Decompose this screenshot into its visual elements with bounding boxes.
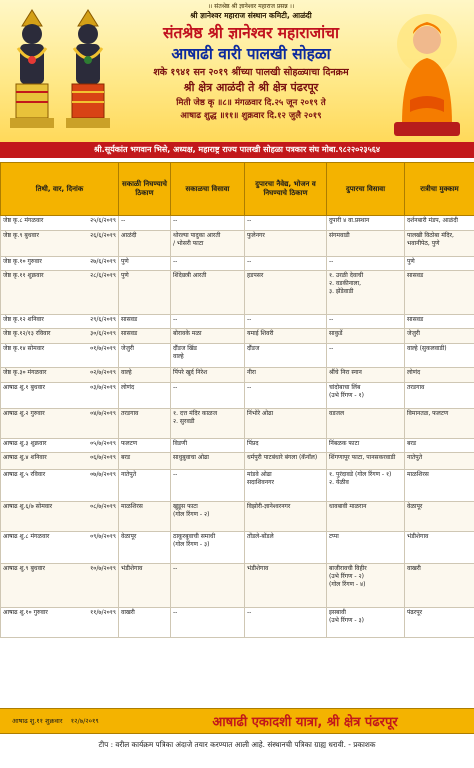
- night-halt-cell: बरड: [405, 439, 474, 453]
- afternoon-rest-cell: १. उरळी देवाची २. वडकीनाला, ३. झेंडेवाडी: [327, 271, 405, 315]
- date-cell: [1, 608, 119, 638]
- morning-rest-cell: शिंदेछत्री आरती: [171, 271, 245, 315]
- night-halt-cell: पुणे: [405, 257, 474, 271]
- calendar-date: ०२/७/२०१९: [90, 369, 116, 376]
- night-halt-cell: पंढरपूर: [405, 608, 474, 638]
- table-row: [1, 453, 474, 470]
- calendar-date: २६/६/२०१९: [90, 232, 116, 239]
- calendar-date: २७/६/२०१९: [90, 258, 116, 265]
- table-row: [1, 409, 474, 439]
- lunch-cell: दौंडज: [245, 344, 327, 368]
- calendar-date: २९/६/२०१९: [90, 316, 116, 323]
- morning-rest-cell: --: [171, 257, 245, 271]
- morning-rest-cell: दौंडज खिंड वाल्हे: [171, 344, 245, 368]
- morning-rest-cell: १. दत्त मंदिर काळज २. सुरवडी: [171, 409, 245, 439]
- tithi-day: आषाढ शु.४ शनिवार: [3, 454, 47, 461]
- lunch-cell: मांडवे ओढा सदाशिवनगर: [245, 470, 327, 502]
- vitthal-idol-icon: [6, 8, 58, 130]
- lunch-cell: --: [245, 608, 327, 638]
- table-row: [1, 608, 474, 638]
- morning-departure-cell: तरडगाव: [119, 409, 171, 439]
- column-header-date: तिथी, वार, दिनांक: [1, 163, 119, 216]
- tithi-day: जेष्ठ कृ.१२ शनिवार: [3, 316, 44, 323]
- press-association-banner: श्री.सूर्यकांत भगवान भिसे, अध्यक्ष, महाराष्ट्र राज्य पालखी सोहळा पत्रकार संघ मोबा.९८२२०२३५६४: [0, 142, 474, 158]
- date-cell: [1, 344, 119, 368]
- morning-departure-cell: भंडीशेगाव: [119, 564, 171, 608]
- column-header-afternoon-rest: दुपारचा विसावा: [327, 163, 405, 216]
- ekadashi-day: आषाढ शु.११ शुक्रवार: [12, 717, 63, 725]
- lunch-cell: विझोरी-ज्ञानेश्वरनगर: [245, 502, 327, 532]
- table-row: [1, 271, 474, 315]
- table-row: [1, 344, 474, 368]
- morning-departure-cell: नातेपुते: [119, 470, 171, 502]
- afternoon-rest-cell: --: [327, 315, 405, 329]
- table-row: [1, 315, 474, 329]
- lunch-cell: भंडीशेगाव: [245, 564, 327, 608]
- date-cell: [1, 564, 119, 608]
- night-halt-cell: सासवड: [405, 271, 474, 315]
- calendar-date: १०/७/२०१९: [90, 565, 116, 572]
- ekadashi-band: [0, 708, 474, 734]
- morning-departure-cell: पुणे: [119, 257, 171, 271]
- afternoon-rest-cell: वडजल: [327, 409, 405, 439]
- date-cell: [1, 470, 119, 502]
- lunch-cell: तोंडले-बोंडले: [245, 532, 327, 564]
- date-cell: [1, 453, 119, 470]
- morning-rest-cell: बोरावके मळा: [171, 329, 245, 344]
- morning-rest-cell: साधुबुवाचा ओढा: [171, 453, 245, 470]
- morning-rest-cell: --: [171, 608, 245, 638]
- ekadashi-date-value: १२/७/२०१९: [70, 717, 99, 725]
- afternoon-rest-cell: श्रींचे निरा स्नान: [327, 368, 405, 383]
- lunch-cell: --: [245, 383, 327, 409]
- morning-departure-cell: सासवड: [119, 315, 171, 329]
- night-halt-cell: तरडगाव: [405, 383, 474, 409]
- column-header-lunch: दुपारचा नैवेद्य, भोजन व निघण्याचे ठिकाण: [245, 163, 327, 216]
- night-halt-cell: लोणंद: [405, 368, 474, 383]
- lunch-cell: धर्मपुरी पाटबंधारे बंगला (कॅनॉल): [245, 453, 327, 470]
- tithi-day: आषाढ शु.१० गुरुवार: [3, 609, 48, 616]
- morning-departure-cell: --: [119, 216, 171, 231]
- table-row: [1, 502, 474, 532]
- morning-departure-cell: बरड: [119, 453, 171, 470]
- table-row: [1, 532, 474, 564]
- morning-rest-cell: --: [171, 470, 245, 502]
- rukmini-idol-icon: [62, 8, 114, 130]
- tithi-day: जेष्ठ कृ.१४ सोमवार: [3, 345, 45, 352]
- date-cell: [1, 409, 119, 439]
- afternoon-rest-cell: साकुर्डे: [327, 329, 405, 344]
- tithi-day: जेष्ठ कृ.१२/१३ रविवार: [3, 330, 51, 337]
- date-cell: [1, 257, 119, 271]
- invocation-line: ।। संतश्रेष्ठ श्री ज्ञानेश्वर महाराज प्रसन्न ।।: [207, 3, 295, 10]
- calendar-date: ०८/७/२०१९: [90, 503, 116, 510]
- column-header-night-halt: रात्रीचा मुक्काम: [405, 163, 474, 216]
- morning-rest-cell: --: [171, 216, 245, 231]
- calendar-date: २५/६/२०१९: [90, 217, 116, 224]
- date-cell: [1, 271, 119, 315]
- table-row: [1, 368, 474, 383]
- column-header-morning-departure: सकाळी निघण्याचे ठिकाण: [119, 163, 171, 216]
- table-row: [1, 231, 474, 257]
- night-halt-cell: माळशिरस: [405, 470, 474, 502]
- date-cell: [1, 216, 119, 231]
- morning-departure-cell: पुणे: [119, 271, 171, 315]
- tithi-day: आषाढ शु.६/७ सोमवार: [3, 503, 53, 510]
- afternoon-rest-cell: शिंगणापूर फाटा, पानसकरवाडी: [327, 453, 405, 470]
- night-halt-cell: पालखी विठोबा मंदिर, भवानीपेठ, पुणे: [405, 231, 474, 257]
- lunch-cell: नीरा: [245, 368, 327, 383]
- morning-departure-cell: वाखरी: [119, 608, 171, 638]
- lunch-cell: फुलेनगर: [245, 231, 327, 257]
- table-row: [1, 470, 474, 502]
- lunch-cell: --: [245, 315, 327, 329]
- afternoon-rest-cell: टप्पा: [327, 532, 405, 564]
- table-row: [1, 439, 474, 453]
- table-row: [1, 257, 474, 271]
- calendar-date: ०१/७/२०१९: [90, 345, 116, 352]
- morning-rest-cell: --: [171, 315, 245, 329]
- afternoon-rest-cell: १. पुरंदावडे (गोल रिंगण - १) २. येळीव: [327, 470, 405, 502]
- date-cell: [1, 315, 119, 329]
- date-cell: [1, 532, 119, 564]
- afternoon-rest-cell: इसबावी (उभे रिंगण - ३): [327, 608, 405, 638]
- calendar-date: ०३/७/२०१९: [90, 384, 116, 391]
- afternoon-rest-cell: निंबळक फाटा: [327, 439, 405, 453]
- tithi-day: आषाढ शु.१ बुधवार: [3, 384, 45, 391]
- afternoon-rest-cell: --: [327, 257, 405, 271]
- calendar-date: ०९/७/२०१९: [90, 533, 116, 540]
- tithi-day: आषाढ शु.२ गुरुवार: [3, 410, 45, 417]
- lunch-cell: हडपसर: [245, 271, 327, 315]
- date-cell: [1, 439, 119, 453]
- night-halt-cell: सासवड: [405, 315, 474, 329]
- morning-rest-cell: खुडूस फाटा (गोल रिंगण - २): [171, 502, 245, 532]
- tithi-day: जेष्ठ कृ.३० मंगळवार: [3, 369, 47, 376]
- date-cell: [1, 231, 119, 257]
- night-halt-cell: जेजुरी: [405, 329, 474, 344]
- night-halt-cell: नातेपुते: [405, 453, 474, 470]
- morning-rest-cell: ठाकूरबुवाची समाधी (गोल रिंगण - ३): [171, 532, 245, 564]
- title-line-1: संतश्रेष्ठ श्री ज्ञानेश्वर महाराजांचा: [163, 24, 339, 42]
- tithi-day: जेष्ठ कृ.११ शुक्रवार: [3, 272, 44, 279]
- calendar-date: ०५/७/२०१९: [90, 440, 116, 447]
- table-row: [1, 216, 474, 231]
- morning-departure-cell: आळंदी: [119, 231, 171, 257]
- night-halt-cell: भंडीशेगाव: [405, 532, 474, 564]
- lunch-cell: --: [245, 216, 327, 231]
- route-line: श्री क्षेत्र आळंदी ते श्री क्षेत्र पंढरपूर: [183, 81, 319, 94]
- ekadashi-date: [12, 716, 99, 725]
- column-header-morning-rest: सकाळचा विसावा: [171, 163, 245, 216]
- tithi-day: आषाढ शु.५ रविवार: [3, 471, 46, 478]
- date-cell: [1, 502, 119, 532]
- afternoon-rest-cell: संगमवाडी: [327, 231, 405, 257]
- calendar-date: ०६/७/२०१९: [90, 454, 116, 461]
- lunch-cell: यमाई शिवरी: [245, 329, 327, 344]
- morning-rest-cell: --: [171, 564, 245, 608]
- night-halt-cell: दर्शनबारी मंडप, आळंदी: [405, 216, 474, 231]
- morning-rest-cell: --: [171, 383, 245, 409]
- night-halt-cell: विमानतळ, फलटण: [405, 409, 474, 439]
- header: [0, 0, 474, 142]
- date-cell: [1, 368, 119, 383]
- night-halt-cell: वाखरी: [405, 564, 474, 608]
- tithi-day: आषाढ शु.९ बुधवार: [3, 565, 45, 572]
- schedule-table-wrap: [0, 162, 474, 638]
- morning-rest-cell: पिंपरे खुर्द निरेश: [171, 368, 245, 383]
- morning-departure-cell: वेळापूर: [119, 532, 171, 564]
- table-row: [1, 329, 474, 344]
- tithi-day: आषाढ शु.८ मंगळवार: [3, 533, 50, 540]
- tithi-day: जेष्ठ कृ.९ बुधवार: [3, 232, 39, 239]
- date-cell: [1, 329, 119, 344]
- morning-rest-cell: विडणी: [171, 439, 245, 453]
- schedule-subtitle: शके १९४१ सन २०१९ श्रींच्या पालखी सोहळ्याचा दिनक्रम: [153, 67, 349, 78]
- morning-rest-cell: थोरल्या पादुका आरती / भोसरी फाटा: [171, 231, 245, 257]
- morning-departure-cell: सासवड: [119, 329, 171, 344]
- calendar-date: ११/७/२०१९: [90, 609, 116, 616]
- afternoon-rest-cell: बाजीरावची विहीर (उभे रिंगण - २) (गोल रिंगण - ४): [327, 564, 405, 608]
- lunch-cell: --: [245, 257, 327, 271]
- disclaimer-note: टीप : वरील कार्यक्रम पत्रिका अंदाजे तयार करण्यात आली आहे. संस्थानची पत्रिका ग्राह्य धरावी. - प्रकाशक: [98, 740, 376, 749]
- saint-dnyaneshwar-icon: [388, 4, 466, 138]
- afternoon-rest-cell: धावबावी माळरान: [327, 502, 405, 532]
- lunch-cell: निंभोरे ओढा: [245, 409, 327, 439]
- table-row: [1, 564, 474, 608]
- night-halt-cell: वेळापूर: [405, 502, 474, 532]
- start-date-line: मिती जेष्ठ कृ ॥८॥ मंगळवार दि.२५ जून २०१९ ते: [176, 98, 326, 108]
- morning-departure-cell: वाल्हे: [119, 368, 171, 383]
- table-body: [1, 216, 474, 638]
- night-halt-cell: वाल्हे (सुकलवाडी): [405, 344, 474, 368]
- afternoon-rest-cell: --: [327, 344, 405, 368]
- table-row: [1, 383, 474, 409]
- table-header-row: [1, 163, 474, 216]
- calendar-date: २८/६/२०१९: [90, 272, 116, 279]
- tithi-day: आषाढ शु.३ शुक्रवार: [3, 440, 47, 447]
- schedule-table: [0, 162, 474, 638]
- morning-departure-cell: जेजुरी: [119, 344, 171, 368]
- tithi-day: जेष्ठ कृ.८ मंगळवार: [3, 217, 44, 224]
- morning-departure-cell: फलटण: [119, 439, 171, 453]
- tithi-day: जेष्ठ कृ.१० गुरुवार: [3, 258, 42, 265]
- ekadashi-title: आषाढी एकादशी यात्रा, श्री क्षेत्र पंढरपूर: [212, 715, 398, 730]
- date-cell: [1, 383, 119, 409]
- lunch-cell: पिंप्रद: [245, 439, 327, 453]
- afternoon-rest-cell: दुपारी ४ वा.प्रस्थान: [327, 216, 405, 231]
- calendar-date: ०७/७/२०१९: [90, 471, 116, 478]
- morning-departure-cell: लोणंद: [119, 383, 171, 409]
- committee-name: श्री ज्ञानेश्वर महाराज संस्थान कमिटी, आळंदी: [190, 11, 312, 20]
- title-line-2: आषाढी वारी पालखी सोहळा: [171, 45, 331, 63]
- end-date-line: आषाढ शुद्ध ॥११॥ शुक्रवार दि.१२ जुलै २०१९: [180, 111, 322, 121]
- calendar-date: ३०/६/२०१९: [90, 330, 116, 337]
- afternoon-rest-cell: चांदोबाचा लिंब (उभे रिंगण - १): [327, 383, 405, 409]
- calendar-date: ०४/७/२०१९: [90, 410, 116, 417]
- morning-departure-cell: माळशिरस: [119, 502, 171, 532]
